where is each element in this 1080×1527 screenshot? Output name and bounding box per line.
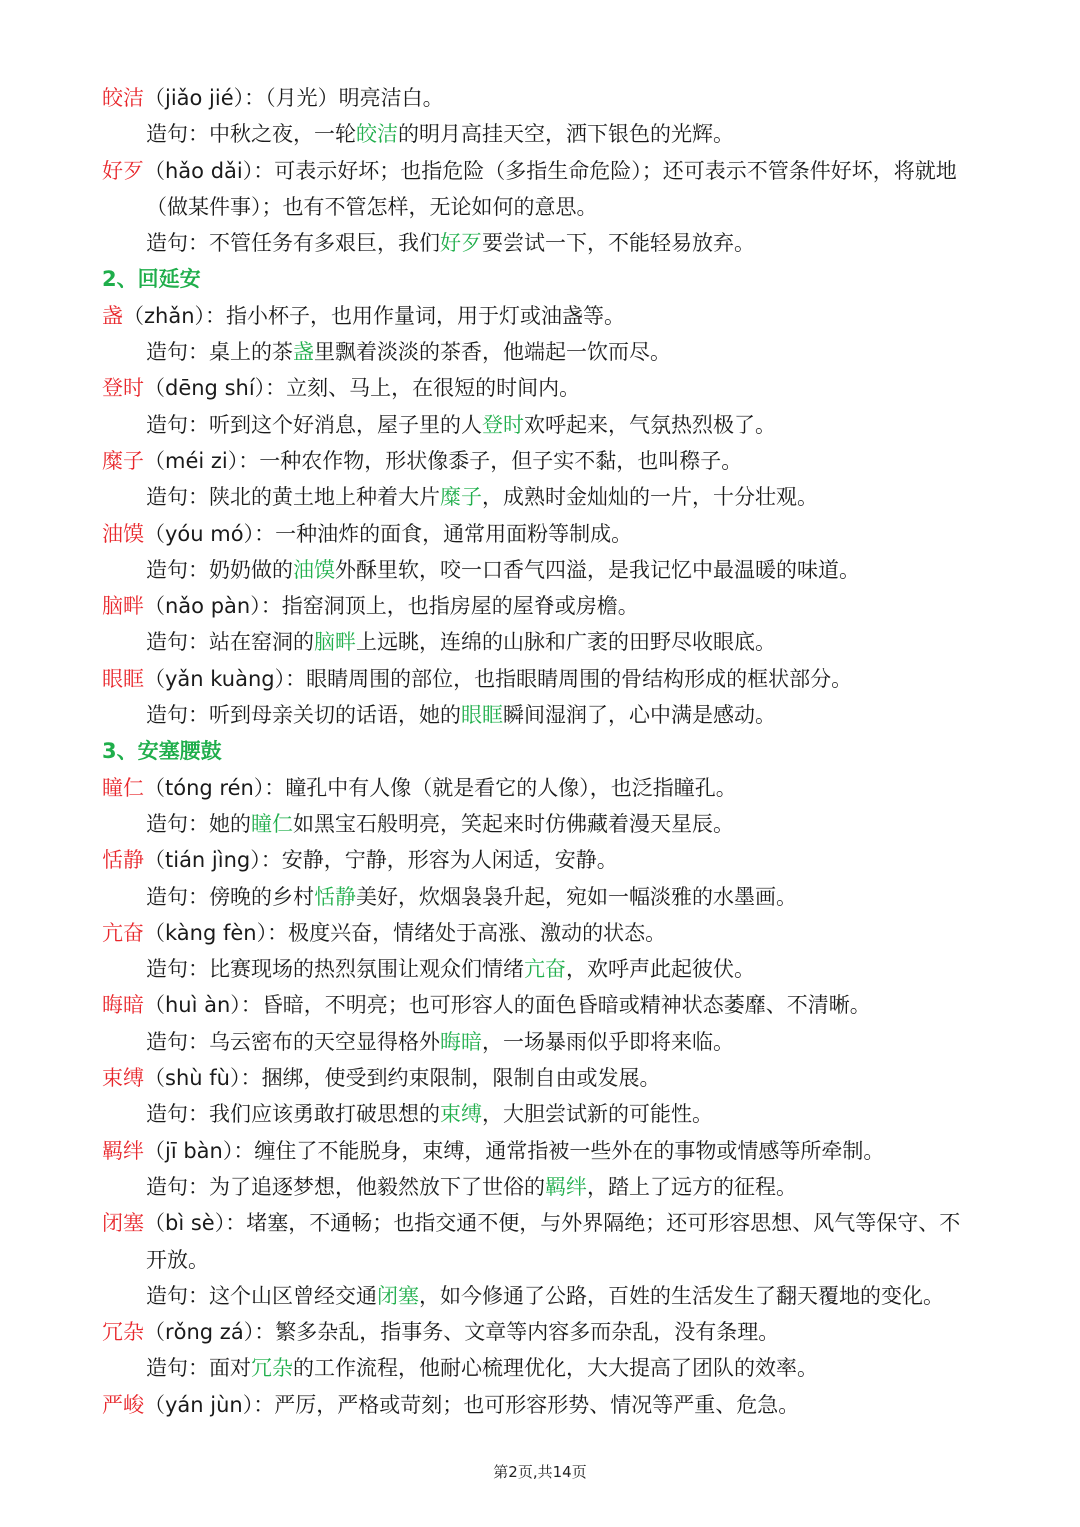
example-label: 造句：: [146, 231, 209, 256]
term-pinyin: （yán jùn）：: [144, 1392, 275, 1417]
example-text-before: 比赛现场的热烈氛围让观众们情绪: [209, 957, 524, 982]
term-definition-line: [102, 661, 982, 697]
example-sentence-line: [102, 1278, 982, 1314]
term-pinyin: （shù fù）：: [144, 1066, 262, 1091]
example-highlight-word: 糜子: [440, 485, 482, 510]
term-definition: （月光）明亮洁白。: [265, 86, 444, 110]
example-sentence-line: [102, 116, 982, 152]
term-definition-line: [102, 915, 982, 951]
page-footer: 第2页,共14页: [493, 1463, 587, 1481]
term-word: 盏: [102, 303, 123, 328]
term-definition: 一种农作物，形状像黍子，但子实不黏，也叫穄子。: [259, 448, 743, 473]
term-definition: 堵塞，不通畅；也指交通不便，与外界隔绝；还可形容思想、风气等保守、不: [246, 1211, 961, 1236]
term-definition-line: [102, 1314, 982, 1350]
example-text-after: ，成熟时金灿灿的一片，十分壮观。: [482, 485, 818, 510]
term-pinyin: （dēng shí）：: [144, 376, 287, 401]
term-definition: 瞳孔中有人像（就是看它的人像），也泛指瞳孔。: [285, 775, 737, 800]
term-definition: 缠住了不能脱身，束缚，通常指被一些外在的事物或情感等所牵制。: [254, 1138, 885, 1163]
example-text-after: ，一场暴雨似乎即将来临。: [482, 1029, 734, 1054]
term-pinyin: （tóng rén）：: [144, 775, 286, 800]
example-sentence-line: [102, 407, 982, 443]
term-definition: 昏暗，不明亮；也可形容人的面色昏暗或精神状态萎靡、不清晰。: [261, 993, 871, 1018]
term-definition: 极度兴奋，情绪处于高涨、激动的状态。: [288, 920, 667, 945]
example-label: 造句：: [146, 703, 209, 728]
example-text-after: 里飘着淡淡的茶香，他端起一饮而尽。: [314, 340, 671, 365]
example-highlight-word: 束缚: [440, 1102, 482, 1127]
term-definition-line: [102, 588, 982, 624]
term-word: 眼眶: [102, 666, 144, 691]
example-label: 造句：: [146, 884, 209, 909]
example-highlight-word: 闭塞: [377, 1283, 419, 1308]
term-word: 晦暗: [102, 993, 144, 1018]
example-label: 造句：: [146, 340, 209, 365]
term-pinyin: （huì àn）：: [144, 993, 262, 1018]
term-pinyin: （yǎn kuàng）：: [144, 666, 307, 691]
example-text-before: 听到母亲关切的话语，她的: [209, 703, 461, 728]
term-word: 束缚: [102, 1066, 144, 1091]
term-pinyin: （nǎo pàn）：: [144, 594, 282, 619]
term-definition-line: [102, 770, 982, 806]
example-label: 造句：: [146, 1283, 209, 1308]
term-pinyin: （hǎo dǎi）：: [144, 158, 275, 183]
example-label: 造句：: [146, 630, 209, 655]
example-text-after: 瞬间湿润了，心中满是感动。: [503, 703, 776, 728]
example-text-after: ，大胆尝试新的可能性。: [482, 1102, 713, 1127]
term-definition: 一种油炸的面食，通常用面粉等制成。: [275, 521, 633, 546]
term-pinyin: （yóu mó）：: [144, 521, 276, 546]
term-definition-line: [102, 80, 982, 116]
example-label: 造句：: [146, 412, 209, 437]
example-highlight-word: 瞳仁: [251, 811, 293, 836]
example-highlight-word: 羁绊: [545, 1174, 587, 1199]
example-text-after: 美好，炊烟袅袅升起，宛如一幅淡雅的水墨画。: [356, 884, 797, 909]
example-text-after: 上远眺，连绵的山脉和广袤的田野尽收眼底。: [356, 630, 776, 655]
term-definition: 可表示好坏；也指危险（多指生命危险）；还可表示不管条件好坏，将就地: [274, 158, 957, 183]
example-text-before: 面对: [209, 1356, 251, 1381]
example-label: 造句：: [146, 957, 209, 982]
example-label: 造句：: [146, 1174, 209, 1199]
example-text-before: 她的: [209, 811, 251, 836]
example-label: 造句：: [146, 811, 209, 836]
term-definition-line: [102, 298, 982, 334]
example-text-before: 乌云密布的天空显得格外: [209, 1029, 440, 1054]
term-word: 糜子: [102, 448, 144, 473]
term-pinyin: （jiǎo jié）：: [144, 86, 266, 110]
term-definition: 眼睛周围的部位，也指眼睛周围的骨结构形成的框状部分。: [306, 666, 853, 691]
example-text-after: ，踏上了远方的征程。: [587, 1174, 797, 1199]
term-word: 好歹: [102, 158, 144, 183]
example-text-after: 如黑宝石般明亮，笑起来时仿佛藏着漫天星辰。: [293, 811, 734, 836]
example-highlight-word: 晦暗: [440, 1029, 482, 1054]
term-definition-line: [102, 516, 982, 552]
term-definition-line: [102, 987, 982, 1023]
term-definition-line: [102, 1060, 982, 1096]
term-definition: 捆绑，使受到约束限制，限制自由或发展。: [261, 1066, 661, 1091]
section-heading: 2、回延安: [102, 267, 201, 292]
example-sentence-line: [102, 1169, 982, 1205]
term-word: 闭塞: [102, 1211, 144, 1236]
term-pinyin: （kàng fèn）：: [144, 920, 289, 945]
example-text-after: 要尝试一下，不能轻易放弃。: [482, 231, 755, 256]
example-sentence-line: [102, 1024, 982, 1060]
section-heading: 3、安塞腰鼓: [102, 739, 222, 764]
term-word: 油馍: [102, 521, 144, 546]
term-word: 瞳仁: [102, 775, 144, 800]
example-text-before: 中秋之夜，一轮: [209, 122, 356, 147]
example-highlight-word: 亢奋: [524, 957, 566, 982]
term-definition: 安静，宁静，形容为人闲适，安静。: [281, 848, 618, 873]
term-word: 恬静: [102, 848, 144, 873]
term-word: 严峻: [102, 1392, 144, 1417]
example-text-after: 欢呼起来，气氛热烈极了。: [524, 412, 776, 437]
term-definition-line: [102, 443, 982, 479]
example-label: 造句：: [146, 1102, 209, 1127]
term-definition: 指窑洞顶上，也指房屋的屋脊或房檐。: [281, 594, 639, 619]
term-pinyin: （bì sè）：: [144, 1211, 247, 1236]
term-definition-line: [102, 842, 982, 878]
term-definition-line: [102, 1133, 982, 1169]
example-sentence-line: [102, 479, 982, 515]
example-text-before: 桌上的茶: [209, 340, 293, 365]
term-definition-line: [102, 1387, 982, 1423]
example-sentence-line: [102, 879, 982, 915]
term-word: 登时: [102, 376, 144, 401]
example-text-after: ，欢呼声此起彼伏。: [566, 957, 755, 982]
example-text-before: 陕北的黄土地上种着大片: [209, 485, 440, 510]
example-text-before: 为了追逐梦想，他毅然放下了世俗的: [209, 1174, 545, 1199]
example-text-before: 傍晚的乡村: [209, 884, 314, 909]
example-sentence-line: [102, 697, 982, 733]
example-text-after: 外酥里软，咬一口香气四溢，是我记忆中最温暖的味道。: [335, 557, 860, 582]
example-label: 造句：: [146, 1029, 209, 1054]
term-definition: 指小杯子，也用作量词，用于灯或油盏等。: [226, 303, 626, 328]
example-label: 造句：: [146, 122, 209, 147]
example-sentence-line: [102, 1096, 982, 1132]
example-text-after: 的明月高挂天空，洒下银色的光辉。: [398, 122, 734, 147]
example-label: 造句：: [146, 557, 209, 582]
term-definition-line: [102, 153, 982, 189]
example-highlight-word: 眼眶: [461, 703, 503, 728]
example-sentence-line: [102, 334, 982, 370]
example-sentence-line: [102, 806, 982, 842]
example-sentence-line: [102, 624, 982, 660]
term-definition: 立刻、马上，在很短的时间内。: [286, 376, 581, 401]
example-label: 造句：: [146, 485, 209, 510]
example-text-before: 奶奶做的: [209, 557, 293, 582]
term-pinyin: （jī bàn）：: [144, 1138, 255, 1163]
term-definition-continued: （做某件事）；也有不管怎样，无论如何的意思。: [146, 194, 598, 219]
term-definition: 严厉，严格或苛刻；也可形容形势、情况等严重、危急。: [274, 1392, 800, 1417]
example-sentence-line: [102, 1350, 982, 1386]
example-sentence-line: [102, 951, 982, 987]
term-definition: 繁多杂乱，指事务、文章等内容多而杂乱，没有条理。: [275, 1320, 780, 1345]
term-word: 亢奋: [102, 920, 144, 945]
term-word: 羁绊: [102, 1138, 144, 1163]
term-definition-continued: 开放。: [146, 1247, 209, 1272]
term-pinyin: （tián jìng）：: [144, 848, 282, 873]
example-text-after: ，如今修通了公路，百姓的生活发生了翻天覆地的变化。: [419, 1283, 944, 1308]
example-text-before: 我们应该勇敢打破思想的: [209, 1102, 440, 1127]
example-highlight-word: 皎洁: [356, 122, 398, 147]
example-text-before: 站在窑洞的: [209, 630, 314, 655]
term-word: 皎洁: [102, 86, 144, 110]
example-sentence-line: [102, 225, 982, 261]
example-highlight-word: 冗杂: [251, 1356, 293, 1381]
example-highlight-word: 登时: [482, 412, 524, 437]
example-sentence-line: [102, 552, 982, 588]
term-word: 冗杂: [102, 1320, 144, 1345]
example-text-before: 这个山区曾经交通: [209, 1283, 377, 1308]
term-definition-line: [102, 370, 982, 406]
document-body: [102, 80, 982, 1423]
example-highlight-word: 脑畔: [314, 630, 356, 655]
term-pinyin: （zhǎn）：: [123, 303, 227, 328]
term-word: 脑畔: [102, 594, 144, 619]
term-pinyin: （méi zi）：: [144, 448, 260, 473]
example-text-after: 的工作流程，他耐心梳理优化，大大提高了团队的效率。: [293, 1356, 818, 1381]
example-highlight-word: 好歹: [440, 231, 482, 256]
example-text-before: 不管任务有多艰巨，我们: [209, 231, 440, 256]
example-highlight-word: 盏: [293, 340, 314, 365]
example-highlight-word: 油馍: [293, 557, 335, 582]
example-highlight-word: 恬静: [314, 884, 356, 909]
term-pinyin: （rǒng zá）：: [144, 1320, 276, 1345]
term-definition-line: [102, 1205, 982, 1241]
example-text-before: 听到这个好消息，屋子里的人: [209, 412, 482, 437]
example-label: 造句：: [146, 1356, 209, 1381]
